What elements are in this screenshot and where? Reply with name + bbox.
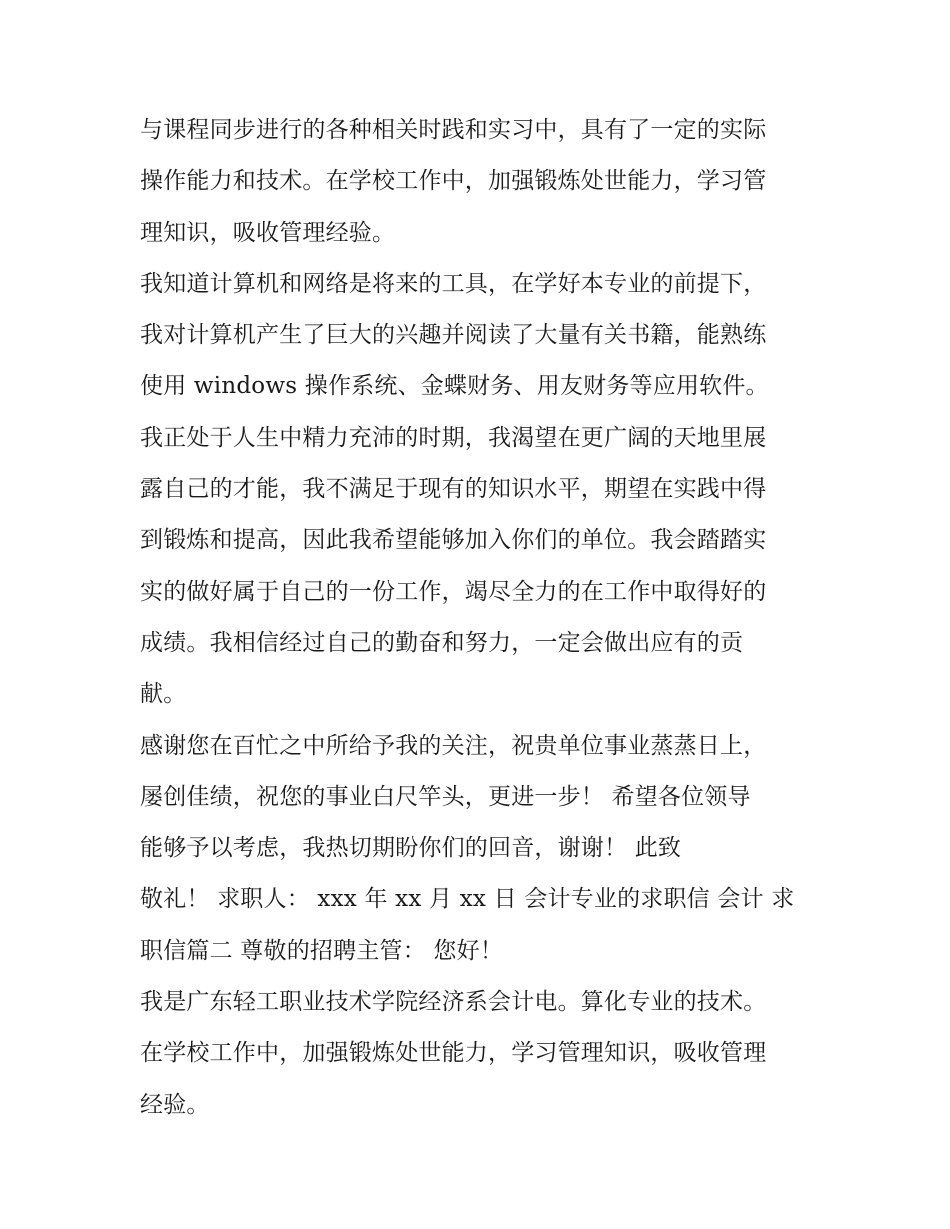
text-line: 在学校工作中，加强锻炼处世能力，学习管理知识，吸收管理 bbox=[140, 1040, 767, 1067]
text-line: 我对计算机产生了巨大的兴趣并阅读了大量有关书籍，能熟练 bbox=[140, 322, 767, 349]
text-line: 我正处于人生中精力充沛的时期，我渴望在更广阔的天地里展 bbox=[140, 424, 767, 451]
text-line: 献。 bbox=[140, 681, 187, 708]
text-line: 我是广东轻工职业技术学院经济系会计电。算化专业的技术。 bbox=[140, 989, 767, 1016]
text-line: 职信篇二 尊敬的招聘主管： 您好！ bbox=[140, 937, 504, 964]
text-line: 我知道计算机和网络是将来的工具，在学好本专业的前提下， bbox=[140, 270, 767, 297]
text-line: 成绩。我相信经过自己的勤奋和努力，一定会做出应有的贡 bbox=[140, 629, 744, 656]
text-line: 经验。 bbox=[140, 1091, 210, 1118]
text-line: 理知识，吸收管理经验。 bbox=[140, 219, 396, 246]
text-line: 与课程同步进行的各种相关时践和实习中，具有了一定的实际 bbox=[140, 117, 767, 143]
text-line: 露自己的才能，我不满足于现有的知识水平，期望在实践中得 bbox=[140, 476, 767, 503]
text-line: 到锻炼和提高，因此我希望能够加入你们的单位。我会踏踏实 bbox=[140, 527, 767, 554]
text-line: 操作能力和技术。在学校工作中，加强锻炼处世能力，学习管 bbox=[140, 168, 767, 195]
text-line: 实的做好属于自己的一份工作，竭尽全力的在工作中取得好的 bbox=[140, 578, 767, 605]
text-line: 敬礼！ 求职人： xxx 年 xx 月 xx 日 会计专业的求职信 会计 求 bbox=[140, 886, 795, 913]
text-line: 能够予以考虑，我热切期盼你们的回音，谢谢！ 此致 bbox=[140, 835, 682, 862]
document-body bbox=[140, 105, 820, 1131]
text-line: 屡创佳绩，祝您的事业白尺竿头，更进一步！ 希望各位领导 bbox=[140, 783, 751, 810]
text-line: 使用 windows 操作系统、金蝶财务、用友财务等应用软件。 bbox=[140, 373, 769, 400]
text-line: 感谢您在百忙之中所给予我的关注，祝贵单位事业蒸蒸日上， bbox=[140, 732, 767, 759]
